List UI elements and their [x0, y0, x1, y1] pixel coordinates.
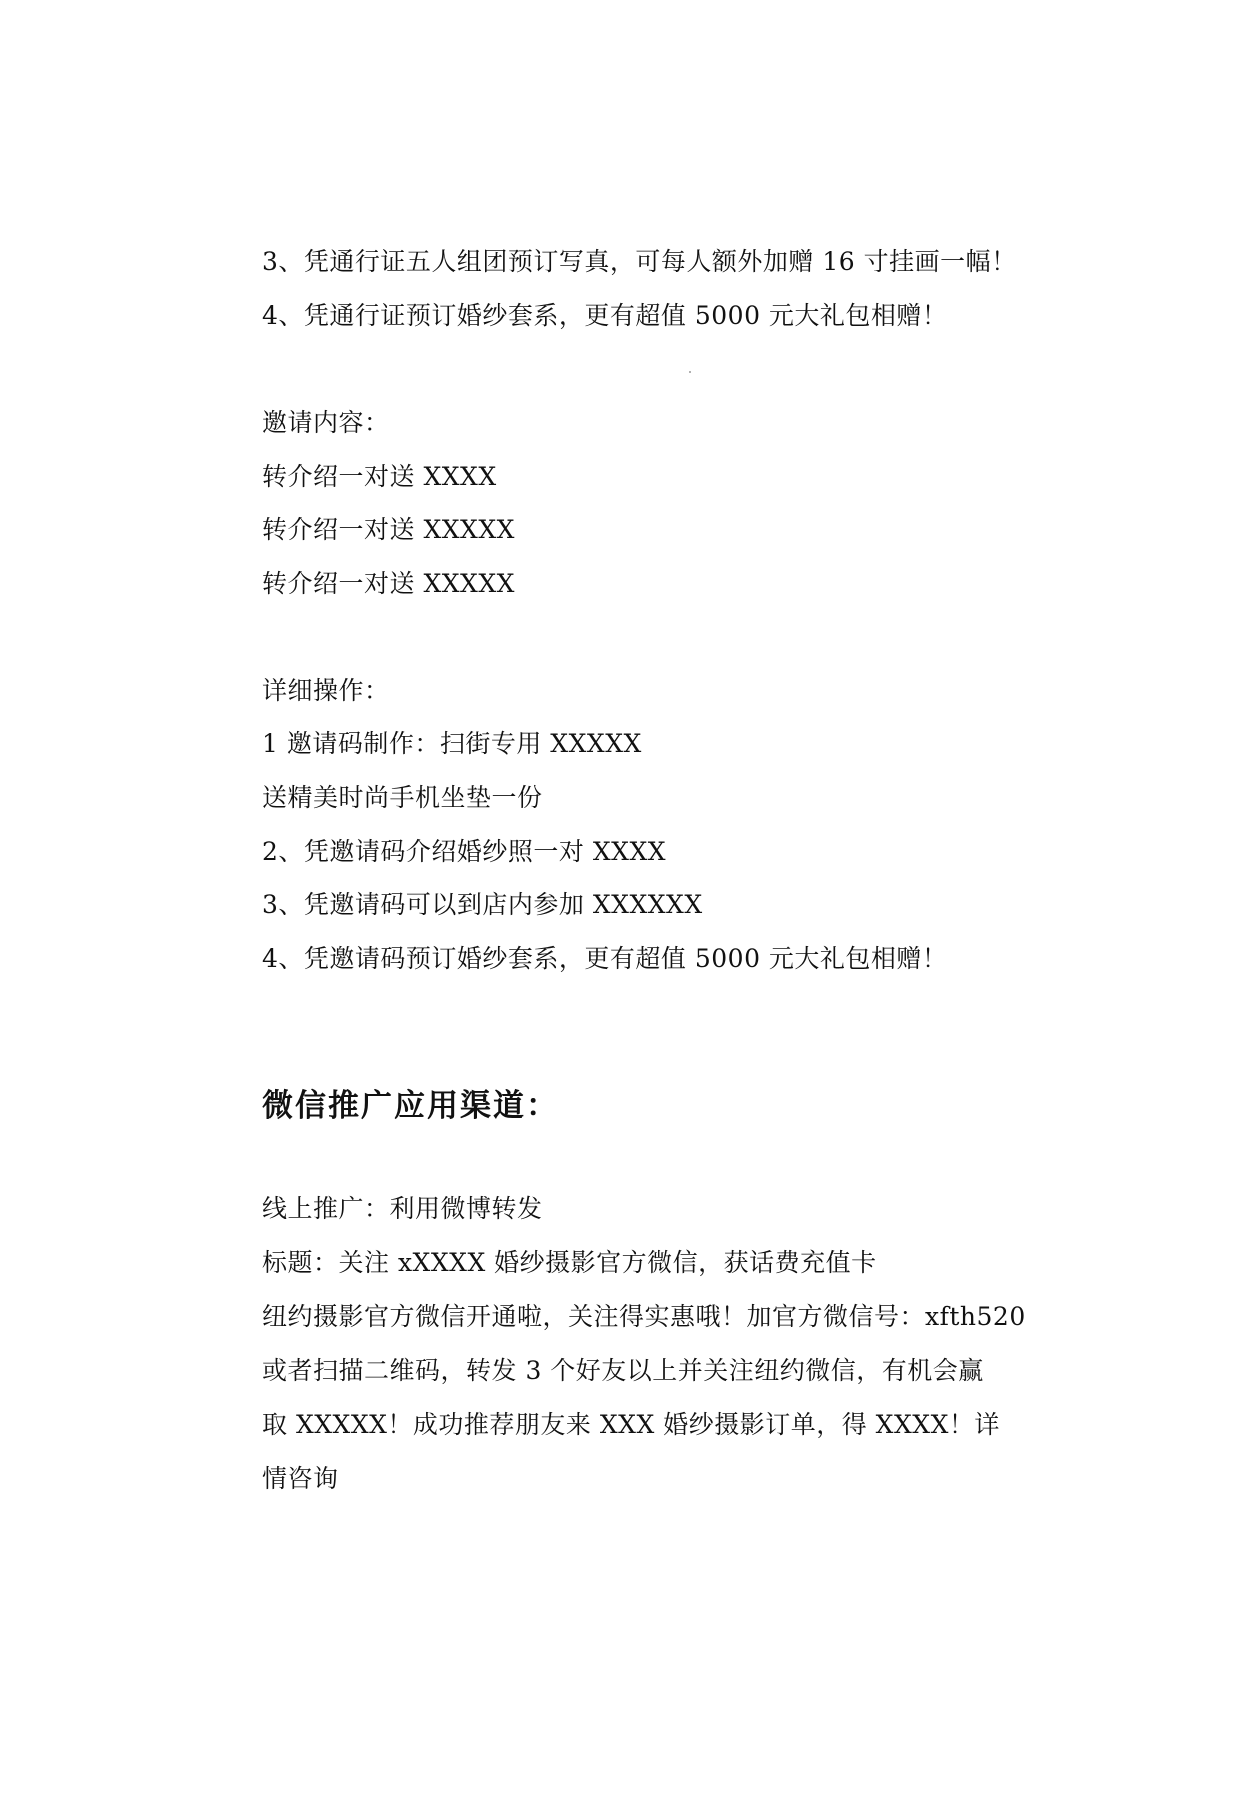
wechat-line-1: 线上推广：利用微博转发 [262, 1194, 543, 1223]
wechat-line-5: 取 XXXXX！成功推荐朋友来 XXX 婚纱摄影订单，得 XXXX！详 [262, 1410, 1000, 1439]
scan-speck [689, 371, 691, 373]
details-line-4: 3、凭邀请码可以到店内参加 XXXXXX [262, 890, 703, 919]
wechat-line-3: 纽约摄影官方微信开通啦，关注得实惠哦！加官方微信号：xfth520 [262, 1302, 1026, 1331]
invite-line-2: 转介绍一对送 XXXXX [262, 515, 515, 544]
wechat-heading: 微信推广应用渠道： [262, 1088, 559, 1124]
invite-line-3: 转介绍一对送 XXXXX [262, 569, 515, 598]
promo-item-3: 3、凭通行证五人组团预订写真，可每人额外加赠 16 寸挂画一幅！ [262, 247, 1017, 276]
wechat-line-2: 标题：关注 xXXXX 婚纱摄影官方微信，获话费充值卡 [262, 1248, 877, 1277]
details-title: 详细操作： [262, 676, 390, 705]
details-line-1: 1 邀请码制作：扫街专用 XXXXX [262, 729, 642, 758]
wechat-line-4: 或者扫描二维码，转发 3 个好友以上并关注纽约微信，有机会赢 [262, 1356, 984, 1385]
details-line-2: 送精美时尚手机坐垫一份 [262, 783, 543, 812]
promo-item-4: 4、凭通行证预订婚纱套系，更有超值 5000 元大礼包相赠！ [262, 301, 948, 330]
invite-line-1: 转介绍一对送 XXXX [262, 462, 497, 491]
wechat-line-6: 情咨询 [262, 1464, 339, 1493]
details-line-3: 2、凭邀请码介绍婚纱照一对 XXXX [262, 837, 667, 866]
details-line-5: 4、凭邀请码预订婚纱套系，更有超值 5000 元大礼包相赠！ [262, 944, 948, 973]
invite-title: 邀请内容： [262, 408, 390, 437]
